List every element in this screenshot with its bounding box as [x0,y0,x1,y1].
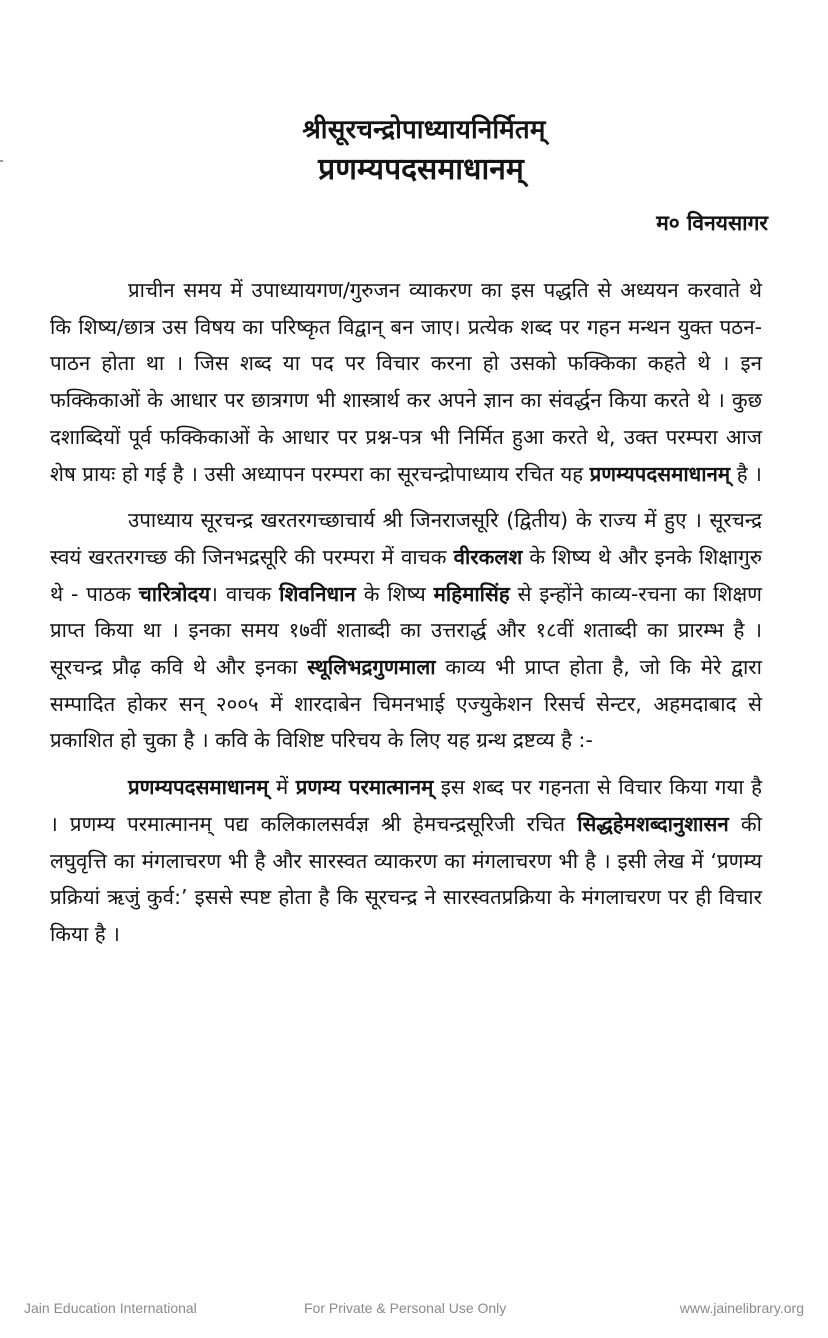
title-block [0,112,828,192]
bold-term: महिमासिंह [433,581,510,606]
paragraph-text: के शिष्य [355,581,434,606]
paragraph-2 [50,502,762,759]
bold-term: प्रणम्यपदसमाधानम् [128,775,269,800]
footer-publisher: Jain Education International [24,1300,197,1316]
author-name: म० विनयसागर [656,211,768,235]
bold-term: चारित्रोदय [138,581,211,606]
document-subtitle: श्रीसूरचन्द्रोपाध्यायनिर्मितम् [302,115,546,145]
document-title: प्रणम्यपदसमाधानम् [318,152,524,187]
bold-term: शिवनिधान [279,581,356,606]
bold-term: प्रणम्यपदसमाधानम् [589,461,731,486]
bold-term: सिद्धहेमशब्दानुशासन [577,811,729,836]
footer-website-link[interactable]: www.jainelibrary.org [679,1300,804,1316]
paragraph-text: इस शब्द पर गहनता से विचार किया गया है । प्रणम्य परमात्मानम् पद्य कलिकालसर्वज्ञ श्री हेमचन्द्रसूरिजी रचित [50,775,762,836]
paragraph-text: । वाचक [210,581,280,606]
paragraph-text: की लघुवृत्ति का मंगलाचरण भी है और सारस्वत व्याकरण का मंगलाचरण भी है । इसी लेख में ‘प्रणम्य प्रक्रियां ऋजुं कुर्व:’ इससे स्पष्ट होता है कि सूरचन्द्र ने सारस्वतप्रक्रिया के मंगलाचरण पर ही विचार किया है । [50,811,762,946]
article-body [50,272,762,963]
paragraph-text: उपाध्याय सूरचन्द्र खरतरगच्छाचार्य श्री जिनराजसूरि (द्वितीय) के राज्य में हुए । सूरचन्द्र स्वयं खरतरगच्छ की जिनभद्रसूरि की परम्परा में वाचक [50,508,762,569]
bold-term: वीरकलश [453,544,523,569]
paragraph-text: से इन्होंने काव्य-रचना का शिक्षण प्राप्त किया था । इनका समय १७वीं शताब्दी का उत्तरार्द्ध और १८वीं शताब्दी का प्रारम्भ है । सूरचन्द्र प्रौढ़ कवि थे और इनका [50,581,762,680]
footer-usage-note: For Private & Personal Use Only [304,1300,507,1316]
bold-term: स्थूलिभद्रगुणमाला [307,655,436,680]
page-footer [0,1300,828,1324]
paragraph-text: प्राचीन समय में उपाध्यायगण/गुरुजन व्याकरण का इस पद्धति से अध्ययन करवाते थे कि शिष्य/छात्र उस विषय का परिष्कृत विद्वान् बन जाए। प्रत्येक शब्द पर गहन मन्थन युक्त पठन-पाठन होता था । जिस शब्द या पद पर विचार करना हो उसको फक्किका कहते थे । इन फक्किकाओं के आधार पर छात्रगण भी शास्त्रार्थ कर अपने ज्ञान का संवर्द्धन किया करते थे । कुछ दशाब्दियों पूर्व फक्किकाओं के आधार पर प्रश्न-पत्र भी निर्मित हुआ करते थे, उक्त परम्परा आज शेष प्रायः हो गई है । उसी अध्यापन परम्परा का सूरचन्द्रोपाध्याय रचित यह [50,278,762,486]
bold-term: प्रणम्य परमात्मानम् [295,775,434,800]
paragraph-3 [50,769,762,953]
paragraph-text: काव्य भी प्राप्त होता है, जो कि मेरे द्वारा सम्पादित होकर सन् २००५ में शारदाबेन चिमनभाई एज्युकेशन रिसर्च सेन्टर, अहमदाबाद से प्रकाशित हो चुका है । कवि के विशिष्ट परिचय के लिए यह ग्रन्थ द्रष्टव्य है :- [50,655,762,753]
paragraph-text: में [268,775,296,800]
paragraph-text: है । [730,461,762,486]
paragraph-1 [50,272,762,492]
paragraph-text: के शिष्य थे और इनके शिक्षागुरु थे - पाठक [50,544,762,606]
